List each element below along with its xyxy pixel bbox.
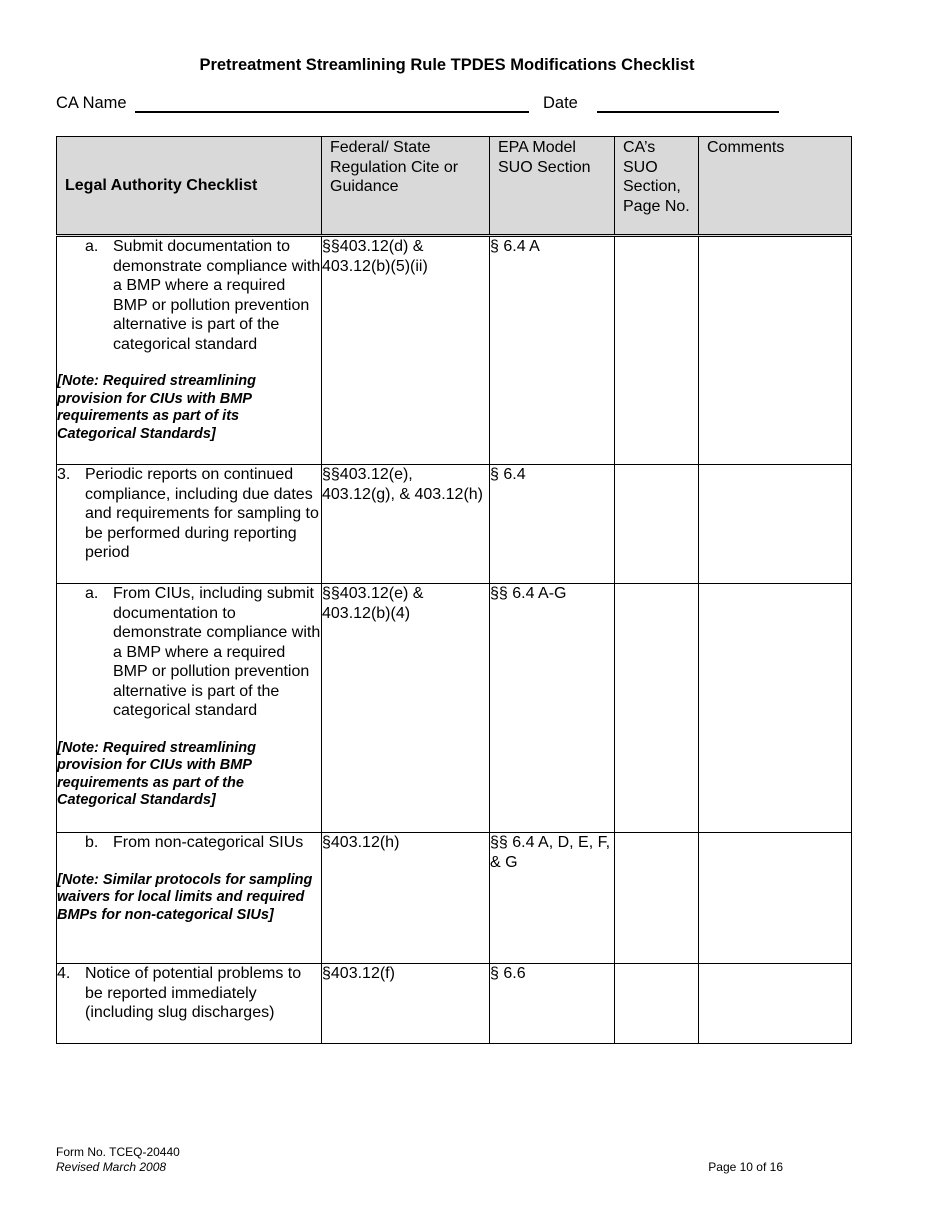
comments-cell[interactable]: [699, 236, 852, 465]
table-row: [57, 584, 852, 833]
revised-date: Revised March 2008: [56, 1160, 167, 1174]
ca-suo-cell[interactable]: [615, 833, 699, 964]
table-row: [57, 465, 852, 584]
checklist-item: [57, 833, 322, 964]
header-legal-authority: Legal Authority Checklist: [57, 137, 322, 236]
item-note: [Note: Required streamlining provision for CIUs with BMP requirements as part of its Categorical Standards]: [57, 373, 256, 442]
ca-name-label: CA Name: [56, 94, 127, 112]
epa-suo-section: § 6.4 A: [490, 236, 615, 465]
comments-cell[interactable]: [699, 584, 852, 833]
ca-suo-cell[interactable]: [615, 964, 699, 1044]
date-label: Date: [543, 94, 578, 112]
page-title: Pretreatment Streamlining Rule TPDES Modifications Checklist: [199, 56, 695, 74]
item-text: Submit documentation to demonstrate compliance with a BMP where a required BMP or pollution prevention alternative is part of the categorical standard: [113, 238, 321, 353]
regulation-cite: §§403.12(e), 403.12(g), & 403.12(h): [322, 465, 490, 584]
item-marker: b.: [85, 834, 99, 851]
header-regulation-cite: Federal/ State Regulation Cite or Guidance: [322, 137, 490, 236]
item-marker: 3.: [57, 466, 71, 483]
checklist-item: [57, 236, 322, 465]
checklist-item: [57, 584, 322, 833]
date-field[interactable]: [597, 111, 779, 113]
checklist-table: [56, 136, 852, 1044]
item-note: [Note: Similar protocols for sampling waivers for local limits and required BMPs for non-categorical SIUs]: [57, 871, 313, 923]
item-marker: 4.: [57, 965, 71, 982]
regulation-cite: §403.12(h): [322, 833, 490, 964]
item-text: Notice of potential problems to be reported immediately (including slug discharges): [85, 965, 302, 1021]
table-header-row: [57, 137, 852, 236]
ca-name-field[interactable]: [135, 111, 529, 113]
table-row: [57, 964, 852, 1044]
table-row: [57, 236, 852, 465]
item-text: From non-categorical SIUs: [113, 834, 304, 851]
ca-suo-cell[interactable]: [615, 584, 699, 833]
epa-suo-section: §§ 6.4 A-G: [490, 584, 615, 833]
comments-cell[interactable]: [699, 833, 852, 964]
regulation-cite: §403.12(f): [322, 964, 490, 1044]
item-marker: a.: [85, 585, 99, 602]
item-note: [Note: Required streamlining provision for CIUs with BMP requirements as part of the Categorical Standards]: [57, 739, 256, 808]
item-text: Periodic reports on continued compliance, including due dates and requirements for sampling to be performed during reporting period: [85, 466, 319, 561]
header-epa-model-suo: EPA Model SUO Section: [490, 137, 615, 236]
regulation-cite: §§403.12(d) & 403.12(b)(5)(ii): [322, 236, 490, 465]
epa-suo-section: §§ 6.4 A, D, E, F, & G: [490, 833, 615, 964]
ca-suo-cell[interactable]: [615, 236, 699, 465]
checklist-item: [57, 964, 322, 1044]
checklist-item: [57, 465, 322, 584]
comments-cell[interactable]: [699, 964, 852, 1044]
page-number: Page 10 of 16: [708, 1160, 783, 1174]
ca-suo-cell[interactable]: [615, 465, 699, 584]
epa-suo-section: § 6.6: [490, 964, 615, 1044]
header-comments: Comments: [699, 137, 852, 236]
regulation-cite: §§403.12(e) & 403.12(b)(4): [322, 584, 490, 833]
form-number: Form No. TCEQ-20440: [56, 1145, 180, 1159]
item-marker: a.: [85, 238, 99, 255]
table-row: [57, 833, 852, 964]
item-text: From CIUs, including submit documentation to demonstrate compliance with a BMP where a required BMP or pollution prevention alternative is part of the categorical standard: [113, 585, 321, 719]
comments-cell[interactable]: [699, 465, 852, 584]
epa-suo-section: § 6.4: [490, 465, 615, 584]
header-ca-suo-section: CA’s SUO Section, Page No.: [615, 137, 699, 236]
